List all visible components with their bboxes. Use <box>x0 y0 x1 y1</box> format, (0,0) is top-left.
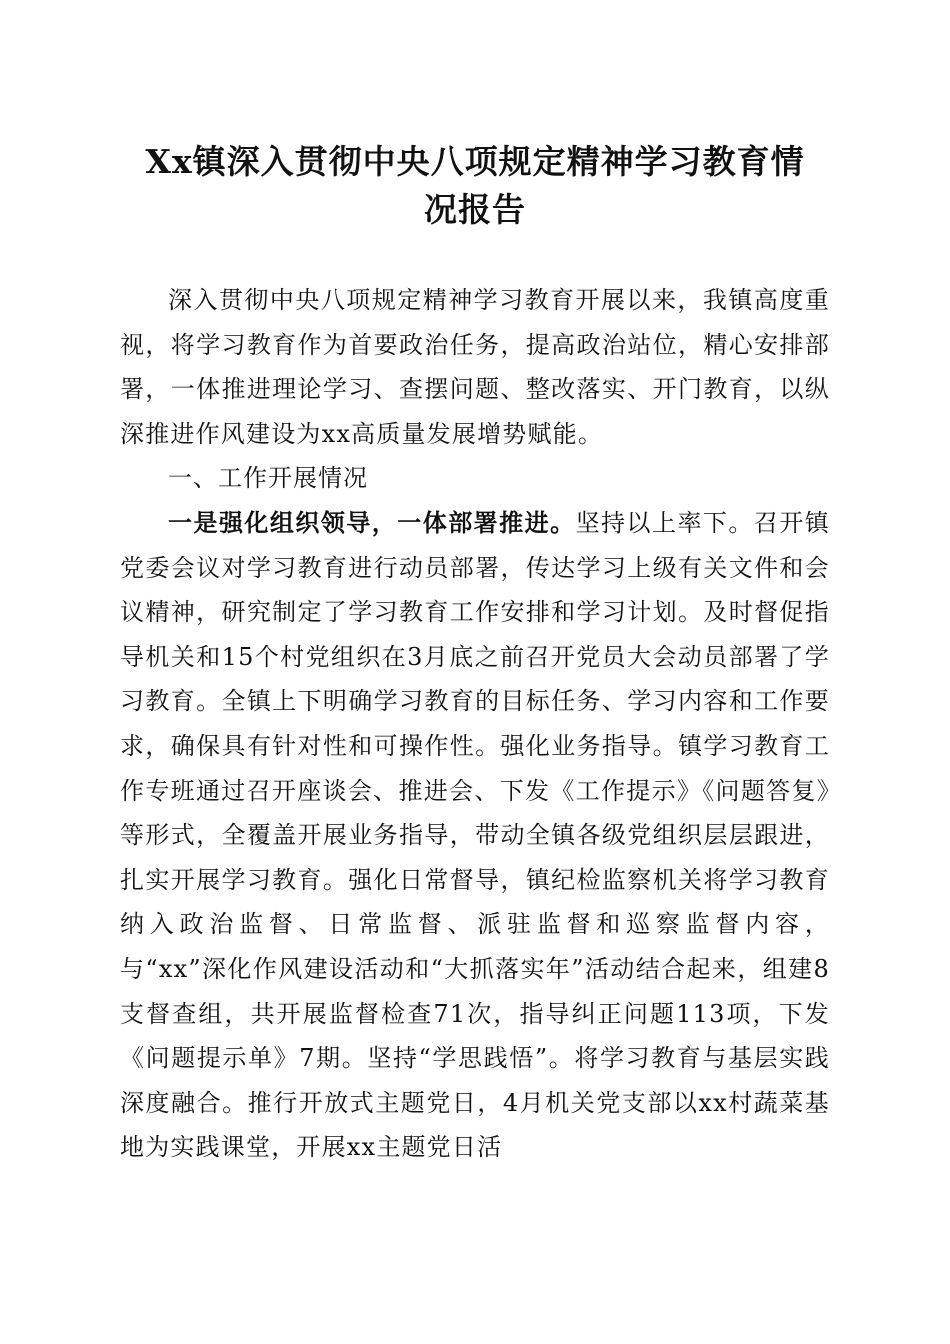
title-line-2: 况报告 <box>424 190 526 229</box>
paragraph-text: 坚持以上率下。召开镇党委会议对学习教育进行动员部署，传达学习上级有关文件和会议精神，研究制定了学习教育工作安排和学习计划。及时督促指导机关和15个村党组织在3月底之前召开党员大会动员部署了学习教育。全镇上下明确学习教育的目标任务、学习内容和工作要求，确保具有针对性和可操作性。强化业务指导。镇学习教育工作专班通过召开座谈会、推进会、下发《工作提示》《问题答复》等形式，全覆盖开展业务指导，带动全镇各级党组织层层跟进，扎实开展学习教育。强化日常督导，镇纪检监察机关将学习教育纳入政治监督、日常监督、派驻监督和巡察监督内容，与“xx”深化作风建设活动和“大抓落实年”活动结合起来，组建8支督查组，共开展监督检查71次，指导纠正问题113项，下发《问题提示单》7期。坚持“学思践悟”。将学习教育与基层实践深度融合。推行开放式主题党日，4月机关党支部以xx村蔬菜基地为实践课堂，开展xx主题党日活 <box>120 508 831 1162</box>
section-heading: 一、工作开展情况 <box>168 464 368 493</box>
document-title <box>120 138 830 234</box>
paragraph-lead: 一是强化组织领导，一体部署推进。 <box>168 507 576 537</box>
document-body <box>120 278 830 1170</box>
body-paragraph <box>120 501 830 1170</box>
title-line-1: Xx镇深入贯彻中央八项规定精神学习教育情 <box>145 142 805 181</box>
intro-paragraph: 深入贯彻中央八项规定精神学习教育开展以来，我镇高度重视，将学习教育作为首要政治任务，提高政治站位，精心安排部署，一体推进理论学习、查摆问题、整改落实、开门教育，以纵深推进作风建设为xx高质量发展增势赋能。 <box>120 286 830 448</box>
